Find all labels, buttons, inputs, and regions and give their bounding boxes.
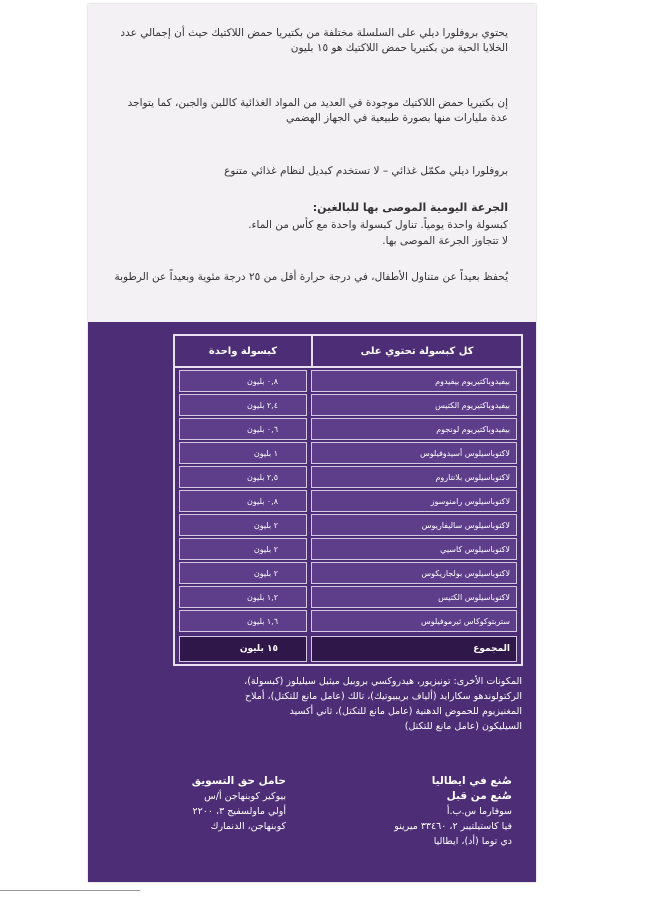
strain-amount: ٠,٦ بليون	[179, 418, 307, 440]
table-row	[175, 370, 521, 392]
marketing-company: بيوكير كوبنهاجن أ/س	[204, 791, 286, 802]
dose-line-2: لا تتجاوز الجرعة الموصى بها.	[382, 235, 508, 247]
header-name: كل كبسولة تحتوي على	[311, 336, 521, 366]
table-header	[175, 336, 521, 368]
strain-amount: ٢ بليون	[179, 538, 307, 560]
table-body	[175, 370, 521, 632]
table-row	[175, 514, 521, 536]
table-row	[175, 418, 521, 440]
intro-paragraph-1: يحتوي بروفلورا ديلي على السلسلة مختلفة من بكتيريا حمض اللاكتيك حيث أن إجمالي عدد الخلايا الحية من بكتيريا حمض اللاكتيك هو ١٥ بليون	[120, 27, 508, 54]
strain-amount: ١,٦ بليون	[179, 610, 307, 632]
strain-name: ستربتوكوكاس ثيرموفيلوس	[311, 610, 517, 632]
strain-name: بيفيدوباكتيريوم الكتيس	[311, 394, 517, 416]
strain-amount: ٠,٨ بليون	[179, 490, 307, 512]
composition-table	[173, 334, 523, 666]
total-value: ١٥ بليون	[179, 636, 307, 662]
intro-paragraph-3: بروفلورا ديلي مكمّل غذائي – لا تستخدم كبديل لنظام غذائي متنوع	[224, 165, 508, 177]
header-value: كبسولة واحدة	[208, 345, 278, 357]
marketing-title: حامل حق التسويق	[191, 775, 286, 787]
table-row	[175, 490, 521, 512]
total-label: المجموع	[311, 636, 517, 662]
strain-name: لاكتوباسيلوس ساليفاريوس	[311, 514, 517, 536]
description-section	[88, 4, 536, 322]
table-row	[175, 586, 521, 608]
table-row	[175, 466, 521, 488]
manufacturer-city: دي توما (أد)، ايطاليا	[433, 836, 512, 847]
storage-text: يُحفظ بعيداً عن متناول الأطفال، في درجة حرارة أقل من ٢٥ درجة مئوية وبعيداً عن الرطوبة	[114, 271, 508, 283]
strain-name: لاكتوباسيلوس الكتيس	[311, 586, 517, 608]
ingredients-line-2: الركتولوندهو سكارايد (ألياف بريبيوتيك)، تالك (عامل مانع للتكتل)، أملاح	[244, 691, 522, 702]
strain-name: بيفيدوباكتيريوم لونجوم	[311, 418, 517, 440]
strain-name: لاكتوباسيلوس بولجاريكوس	[311, 562, 517, 584]
strain-amount: ٢ بليون	[179, 562, 307, 584]
manufacturer-address: فيا كاستيلتيبر ٢، ٣٣٤٦٠ ميرينو	[394, 821, 512, 832]
ingredients-line-3: المغنيزيوم للحموض الدهنية (عامل مانع للتكتل)، ثاني أكسيد	[289, 706, 522, 717]
table-row	[175, 442, 521, 464]
dose-title: الجرعة اليومية الموصى بها للبالغين:	[312, 201, 508, 214]
strain-name: لاكتوباسيلوس رامنوسوز	[311, 490, 517, 512]
ingredients-line-1: المكونات الأخرى: تونيزيور، هيدروكسي بروبيل ميثيل سيليلوز (كبسولة)،	[244, 676, 522, 687]
other-ingredients	[88, 674, 536, 734]
strain-amount: ١,٢ بليون	[179, 586, 307, 608]
strain-amount: ١ بليون	[179, 442, 307, 464]
made-in: صُنع في ايطاليا	[431, 775, 512, 787]
made-by: صُنع من قبل	[446, 790, 512, 802]
dose-line-1: كبسولة واحدة يومياً. تناول كبسولة واحدة مع كأس من الماء.	[248, 219, 508, 231]
strain-amount: ٢ بليون	[179, 514, 307, 536]
marketing-address: أولي ماولسفيج ٣، ٢٢٠٠	[192, 806, 286, 817]
table-row	[175, 562, 521, 584]
table-row	[175, 538, 521, 560]
strain-amount: ٢,٤ بليون	[179, 394, 307, 416]
product-info-card	[88, 4, 536, 882]
manufacturer-block	[322, 774, 512, 849]
strain-name: بيفيدوباكتيريوم بيفيدوم	[311, 370, 517, 392]
manufacturer-company: سوفارما س.ب.أ	[446, 806, 512, 817]
table-row	[175, 394, 521, 416]
marketing-holder-block	[106, 774, 286, 834]
footer-strip	[0, 890, 140, 901]
strain-name: لاكتوباسيلوس بلانتاروم	[311, 466, 517, 488]
strain-amount: ٠,٨ بليون	[179, 370, 307, 392]
strain-name: لاكتوباسيلوس كاسيي	[311, 538, 517, 560]
strain-amount: ٢,٥ بليون	[179, 466, 307, 488]
ingredients-line-4: السيليكون (عامل مانع للتكتل)	[404, 721, 522, 732]
marketing-city: كوبنهاجن، الدنمارك	[210, 821, 286, 832]
strain-name: لاكتوباسيلوس أسيدوفيلوس	[311, 442, 517, 464]
intro-paragraph-2: إن بكتيريا حمض اللاكتيك موجودة في العديد من المواد الغذائية كاللبن والجبن، كما يتواجد عدة مليارات منها بصورة طبيعية في الجهاز الهضمي	[127, 97, 508, 124]
table-total-row	[175, 636, 521, 662]
table-row	[175, 610, 521, 632]
